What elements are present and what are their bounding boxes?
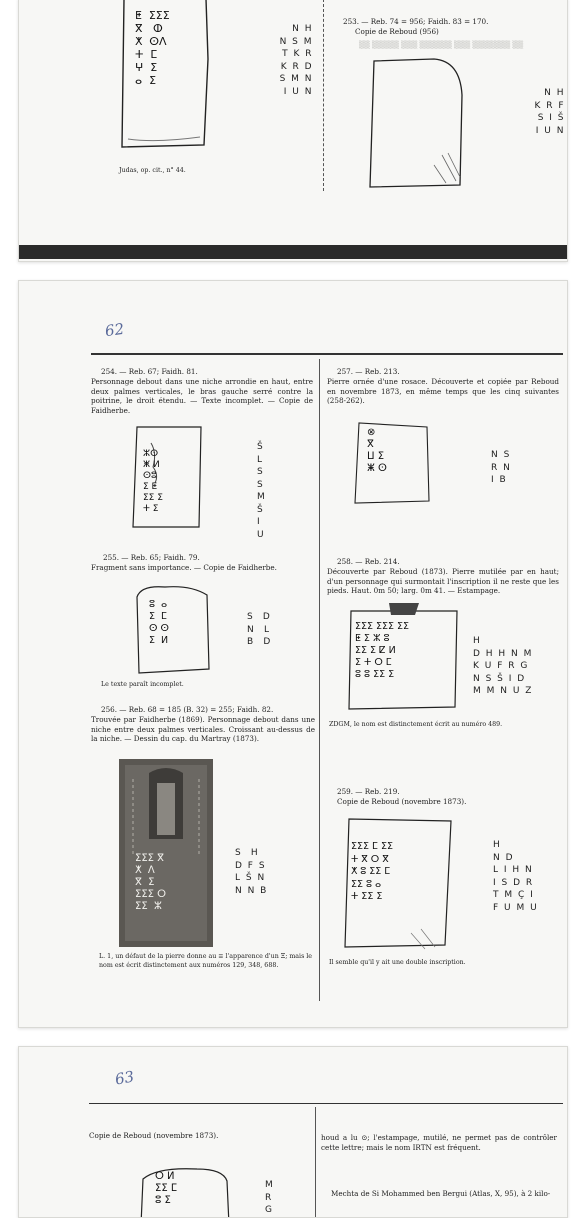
- transliteration-256: S H D F S L Š N N N B: [235, 848, 268, 896]
- entry-255-text: Fragment sans importance. — Copie de Faidherbe.: [91, 563, 277, 572]
- entry-259-copy: Copie de Reboud (novembre 1873).: [337, 797, 467, 806]
- stele-256-glyphs: ⵉⵉⵉ ⴳ ⵅ ⴷ ⴳ ⵉ ⵉⵉⵉ ⵔ ⵉⵉ ⵣ: [135, 853, 167, 912]
- page-middle: [18, 280, 568, 1028]
- stele-drawing-253: [364, 55, 468, 191]
- entry-256-text: Trouvée par Faidherbe (1869). Personnage debout dans une niche entre deux palmes verticales. Croissant au-dessus de la niche. — Dessin du cap. du Martray (1873).: [91, 715, 315, 744]
- entry-258-heading: 258. — Reb. 214.: [337, 557, 400, 566]
- entry-text: houd a lu ⊙; l'estampage, mutilé, ne permet pas de contrôler cette lettre; mais le nom IRTN est fréquent.: [321, 1133, 557, 1152]
- stele-glyphs: ⵟ ⵉⵉⵉ ⴳ ⵀ ⵅ ⵙⴷ ⵜ ⵎ ⵖ ⵉ ⴰ ⵉ: [135, 9, 170, 87]
- page-top: [18, 0, 568, 262]
- entry-259-note: Il semble qu'il y ait une double inscription.: [329, 959, 466, 966]
- entry-254-heading: 254. — Reb. 67; Faidh. 81.: [101, 367, 198, 376]
- stele-257: [353, 419, 433, 505]
- entry-259-heading: 259. — Reb. 219.: [337, 787, 400, 796]
- stele-drawing: [137, 1165, 233, 1218]
- column-divider: [315, 1107, 316, 1217]
- transliteration-255: S D N L B D: [247, 612, 272, 647]
- entry-255-heading: 255. — Reb. 65; Faidh. 79.: [103, 553, 200, 562]
- copy-note: Copie de Reboud (novembre 1873).: [89, 1131, 219, 1140]
- handwritten-page-number: 62: [103, 319, 126, 341]
- stele-255: [131, 583, 213, 675]
- entry-258-text: Découverte par Reboud (1873). Pierre mutilée par en haut; d'un personnage qui surmontait l'inscription il ne reste que les pieds. Haut. 0m 50; larg. 0m 41. — Estampage.: [327, 567, 559, 596]
- entry-253-heading: 253. — Reb. 74 = 956; Faidh. 83 = 170.: [343, 17, 489, 26]
- stele-glyphs: ⵔ ⵍ ⵉⵉ ⵎ ⵓ ⵉ: [155, 1171, 178, 1206]
- scan-edge-shadow: [19, 245, 567, 259]
- caption: Judas, op. cit., n° 44.: [119, 167, 186, 174]
- entry-258-note: ZDGM, le nom est distinctement écrit au numéro 489.: [329, 721, 503, 728]
- stele-254: [129, 423, 205, 531]
- stele-257-glyphs: ⊗ ⴳ ⵡ ⵉ ⵥ ⵙ: [367, 427, 387, 474]
- entry-253-copy: Copie de Reboud (956): [355, 27, 439, 36]
- transliteration: N H N S M T K R K R D S M N I U N: [279, 24, 313, 97]
- entry-256-heading: 256. — Reb. 68 = 185 (B. 32) = 255; Faidh. 82.: [101, 705, 274, 714]
- stele-255-glyphs: ⵓ ⴰ ⵉ ⵎ ⵙ ⵙ ⵉ ⵍ: [149, 599, 169, 646]
- entry-255-note: Le texte paraît incomplet.: [101, 681, 184, 688]
- stele-254-glyphs: ⵣⵙ ⵥ ⵍ ⵙⵓ ⵉ ⵟ ⵉⵉ ⵉ ⵜ ⵉ: [143, 449, 163, 514]
- entry-256-note: L. 1, un défaut de la pierre donne au ≡ l'apparence d'un Ξ; mais le nom est écrit distinctement aux numéros 129, 348, 688.: [99, 953, 313, 969]
- entry-254-text: Personnage debout dans une niche arrondie en haut, entre deux palmes verticales, le bras gauche serré contre la poitrine, le droit étendu. — Texte incomplet. — Copie de Faidherbe.: [91, 377, 313, 415]
- handwritten-page-number: 63: [113, 1067, 136, 1089]
- transliteration-258: H D H H N M K U F R G N S Š I D M M N U Z: [473, 636, 533, 696]
- transliteration-254: Š L S S M Š I U: [257, 442, 267, 540]
- entry-257-heading: 257. — Reb. 213.: [337, 367, 400, 376]
- entry-text-2: Mechta de Si Mohammed ben Bergui (Atlas, X, 95), à 2 kilo-: [331, 1189, 551, 1198]
- transliteration-257: N S R N I B: [491, 450, 512, 485]
- transliteration: M R G: [265, 1180, 275, 1215]
- page-bottom: [18, 1046, 568, 1218]
- transliteration-259: H N D L I H N I S D R T M Ç I F U M U: [493, 840, 539, 913]
- transliteration-253: N H K R F S I Š I U N: [534, 88, 565, 136]
- column-divider: [323, 0, 324, 191]
- column-divider: [319, 359, 320, 1001]
- header-rule: [91, 353, 563, 355]
- bleed-through-text: ▒▒ ▒▒▒▒▒ ▒▒▒ ▒▒▒▒▒▒ ▒▒▒ ▒▒▒▒▒▒▒ ▒▒: [359, 41, 524, 49]
- entry-257-text: Pierre ornée d'une rosace. Découverte et copiée par Reboud en novembre 1873, en même temps que les cinq suivantes (258-262).: [327, 377, 559, 406]
- stele-258-glyphs: ⵉⵉⵉ ⵉⵉⵉ ⵉⵉ ⵟ ⵉ ⵣ ⵓ ⵉⵉ ⵉ ⵇ ⵍ ⵉ ⵜ ⵔ ⵎ ⵓ ⵓ ⵉⵉ ⵉ: [355, 621, 410, 680]
- stele-259-glyphs: ⵉⵉⵉ ⵎ ⵉⵉ ⵜ ⴳ ⵔ ⴳ ⵅ ⵓ ⵉⵉ ⵎ ⵉⵉ ⵓ ⴰ ⵜ ⵉⵉ ⵉ: [351, 841, 393, 902]
- header-rule: [89, 1103, 563, 1104]
